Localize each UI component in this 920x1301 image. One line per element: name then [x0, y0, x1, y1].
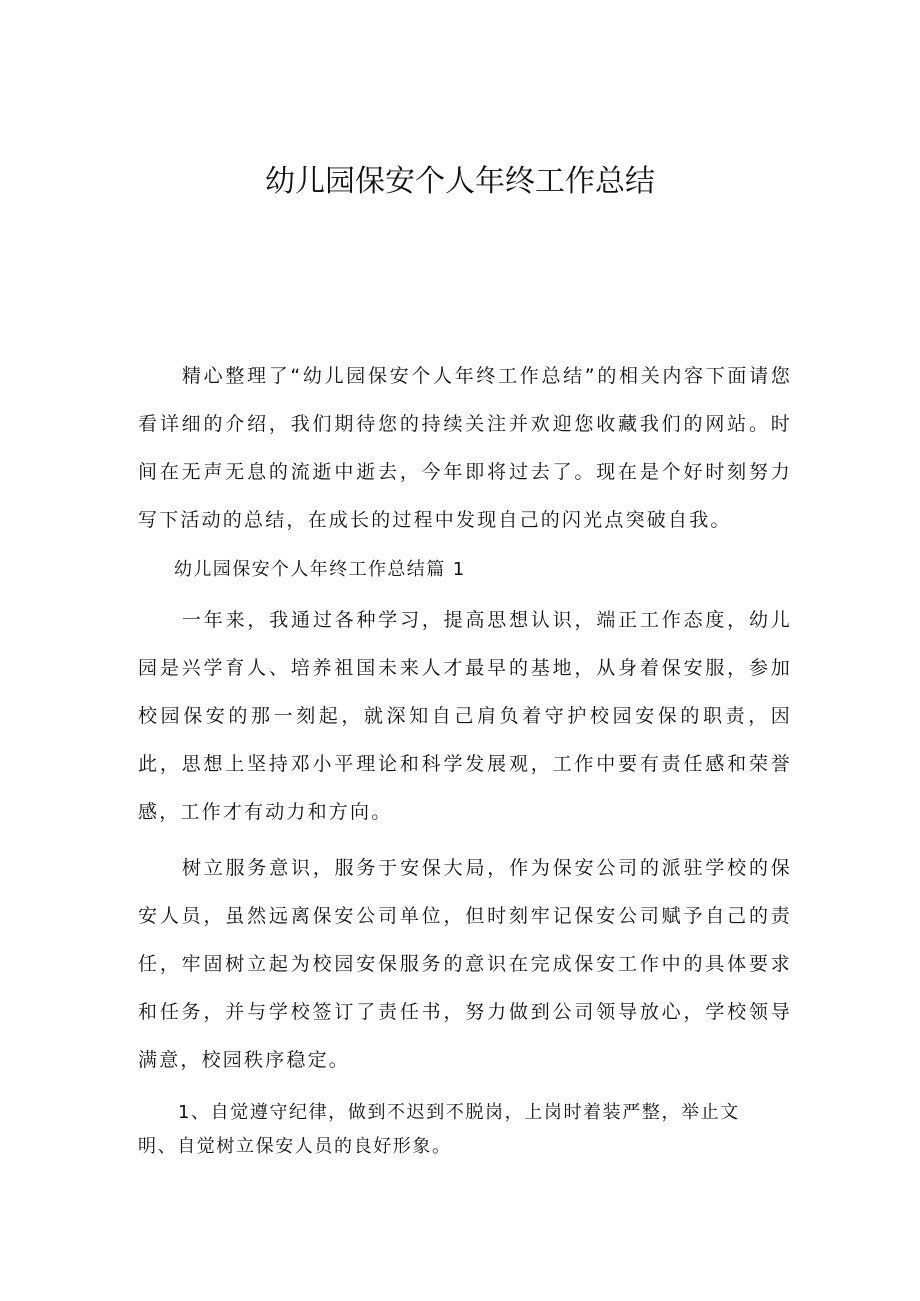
document-body [138, 352, 792, 1164]
body-paragraph-2: 树立服务意识，服务于安保大局，作为保安公司的派驻学校的保安人员，虽然远离保安公司单位，但时刻牢记保安公司赋予自己的责任，牢固树立起为校园安保服务的意识在完成保安工作中的具体要求和任务，并与学校签订了责任书，努力做到公司领导放心，学校领导满意，校园秩序稳定。 [138, 857, 792, 1071]
document-title: 幼儿园保安个人年终工作总结 [265, 164, 655, 199]
list-item-1: 1、自觉遵守纪律，做到不迟到不脱岗，上岗时着装严整，举止文明、自觉树立保安人员的良好形象。 [138, 1102, 740, 1157]
section-heading: 幼儿园保安个人年终工作总结篇 1 [174, 559, 466, 580]
body-paragraph-1: 一年来，我通过各种学习，提高思想认识，端正工作态度，幼儿园是兴学育人、培养祖国未来人才最早的基地，从身着保安服，参加校园保安的那一刻起，就深知自己肩负着守护校园安保的职责，因此，思想上坚持邓小平理论和科学发展观，工作中要有责任感和荣誉感，工作才有动力和方向。 [138, 609, 792, 823]
intro-paragraph: 精心整理了“幼儿园保安个人年终工作总结”的相关内容下面请您看详细的介绍，我们期待您的持续关注并欢迎您收藏我们的网站。时间在无声无息的流逝中逝去，今年即将过去了。现在是个好时刻努力写下活动的总结，在成长的过程中发现自己的闪光点突破自我。 [138, 365, 792, 531]
